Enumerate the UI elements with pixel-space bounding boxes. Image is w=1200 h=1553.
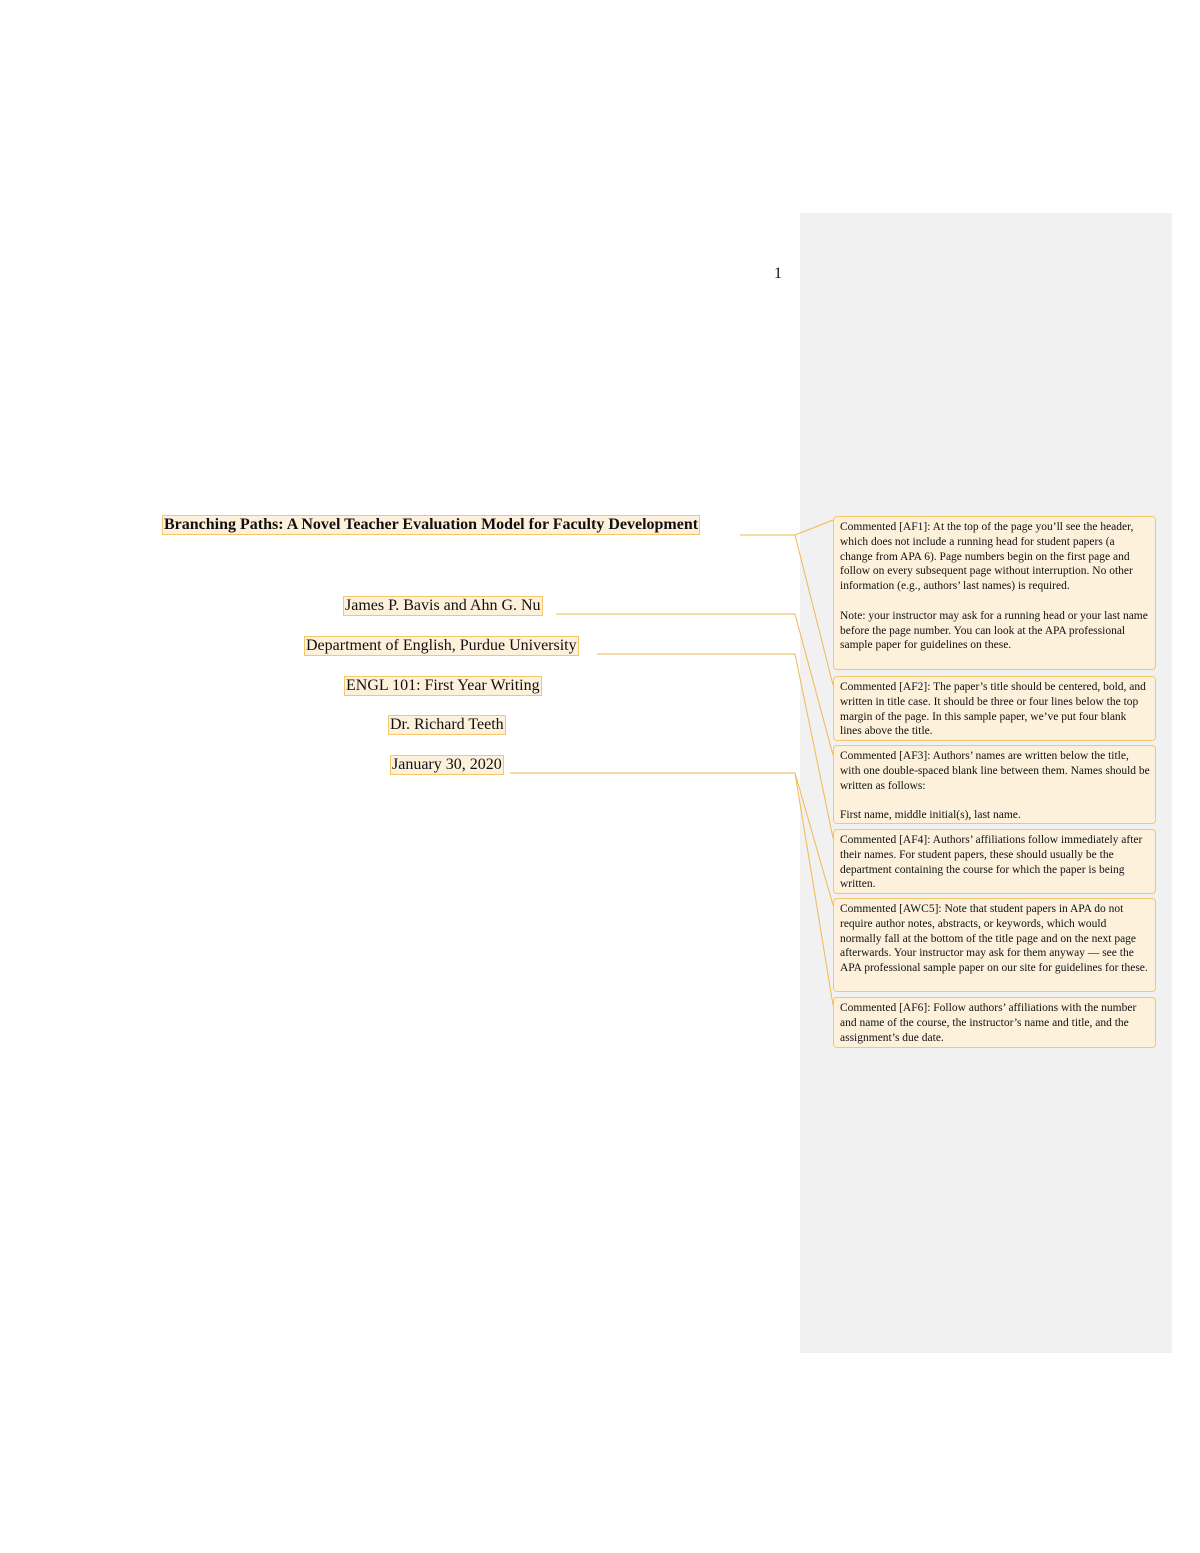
comment-label: Commented [AWC5]: [840,903,942,915]
comment-text: Authors’ names are written below the title, with one double-spaced blank line between them. Names should be written as follows: [840,750,1150,792]
comment-label: Commented [AF6]: [840,1002,931,1014]
instructor-name[interactable]: Dr. Richard Teeth [390,716,504,733]
paper-title[interactable]: Branching Paths: A Novel Teacher Evaluation Model for Faculty Development [164,516,699,533]
comment-text: Follow authors’ affiliations with the number and name of the course, the instructor’s name and title, and the assignment’s due date. [840,1002,1137,1044]
comment-label: Commented [AF1]: [840,521,931,533]
comment-text: Authors’ affiliations follow immediately after their names. For student papers, these should usually be the department containing the course for which the paper is being written. [840,834,1143,891]
comment-awc5[interactable] [833,898,1156,992]
due-date[interactable]: January 30, 2020 [392,756,502,773]
comment-af6[interactable] [833,997,1156,1048]
course-name[interactable]: ENGL 101: First Year Writing [346,677,540,694]
leader-line-af3 [556,614,833,755]
comment-text: First name, middle initial(s), last name. [840,809,1021,822]
comment-af2[interactable] [833,676,1156,741]
comment-text: The paper’s title should be centered, bold, and written in title case. It should be three or four lines below the top margin of the page. In this sample paper, we’ve put four blank lines above the title. [840,681,1146,738]
comment-label: Commented [AF4]: [840,834,931,846]
page-number: 1 [774,265,782,282]
comment-text: At the top of the page you’ll see the header, which does not include a running head for student papers (a change from APA 6). Page numbers begin on the first page and follow on every subsequent page without interruption. No other information (e.g., authors’ last names) is required. [840,521,1134,593]
comment-af3[interactable] [833,745,1156,824]
comment-text: Note: your instructor may ask for a running head or your last name before the page number. You can look at the APA professional sample paper for guidelines on these. [840,609,1148,652]
comment-label: Commented [AF3]: [840,750,931,762]
author-names[interactable]: James P. Bavis and Ahn G. Nu [345,597,541,614]
comment-af4[interactable] [833,829,1156,894]
comment-af1[interactable] [833,516,1156,670]
comment-label: Commented [AF2]: [840,681,931,693]
comment-text: Note that student papers in APA do not require author notes, abstracts, or keywords, which would normally fall at the bottom of the title page and on the next page afterwards. Your instructor may ask for them anyway — see the APA professional sample paper on our site for guidelines for these. [840,903,1148,975]
leader-line-awc5 [510,773,833,905]
author-affiliation[interactable]: Department of English, Purdue University [306,637,577,654]
leader-line-af4 [597,654,833,838]
